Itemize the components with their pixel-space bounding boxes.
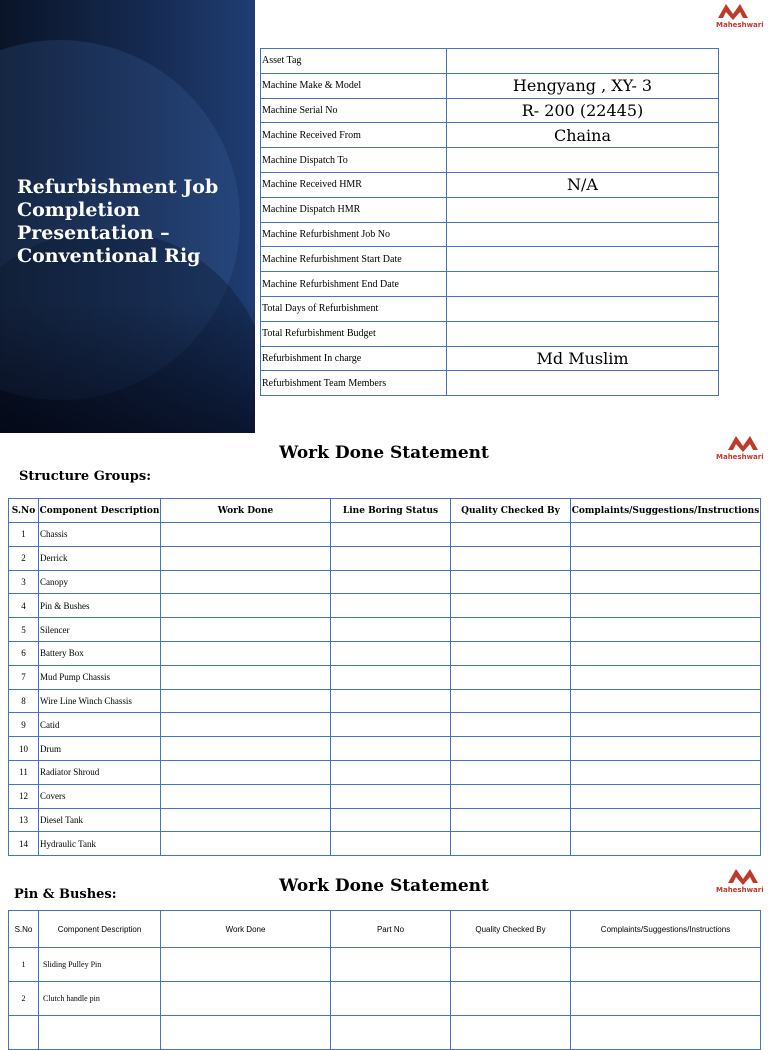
- info-value: [447, 197, 719, 222]
- company-logo-2: [716, 432, 768, 468]
- pin-bushes-table: [8, 910, 761, 1050]
- empty-cell[interactable]: [571, 808, 761, 832]
- info-label: Refurbishment In charge: [261, 346, 447, 371]
- row-number: 2: [9, 982, 39, 1016]
- table-row: [9, 594, 761, 618]
- column-header: Work Done: [161, 499, 331, 523]
- column-header: S.No: [9, 911, 39, 948]
- row-number: [9, 1016, 39, 1050]
- empty-cell[interactable]: [331, 546, 451, 570]
- empty-cell[interactable]: [161, 713, 331, 737]
- empty-cell[interactable]: [161, 737, 331, 761]
- row-number: 5: [9, 618, 39, 642]
- empty-cell[interactable]: [571, 760, 761, 784]
- info-row: [261, 296, 719, 321]
- table-row: [9, 982, 761, 1016]
- empty-cell[interactable]: [451, 618, 571, 642]
- empty-cell[interactable]: [331, 713, 451, 737]
- component-description: Drum: [39, 737, 161, 761]
- row-number: 11: [9, 760, 39, 784]
- empty-cell[interactable]: [331, 523, 451, 547]
- column-header: Quality Checked By: [451, 499, 571, 523]
- cover-title: Refurbishment Job Completion Presentation – Conventional Rig: [17, 176, 219, 267]
- row-number: 10: [9, 737, 39, 761]
- info-row: [261, 272, 719, 297]
- component-description: Diesel Tank: [39, 808, 161, 832]
- table-row: [9, 618, 761, 642]
- component-description: Sliding Pulley Pin: [39, 948, 161, 982]
- info-row: [261, 49, 719, 74]
- empty-cell[interactable]: [331, 641, 451, 665]
- info-value: [447, 49, 719, 74]
- component-description: Canopy: [39, 570, 161, 594]
- table-row: [9, 689, 761, 713]
- empty-cell[interactable]: [331, 594, 451, 618]
- column-header: Component Description: [39, 911, 161, 948]
- component-description: Clutch handle pin: [39, 982, 161, 1016]
- component-description: Hydraulic Tank: [39, 832, 161, 856]
- info-row: [261, 371, 719, 396]
- info-label: Machine Make & Model: [261, 73, 447, 98]
- logo-mark-icon: [728, 865, 758, 885]
- info-label: Machine Refurbishment End Date: [261, 272, 447, 297]
- empty-cell[interactable]: [451, 808, 571, 832]
- empty-cell[interactable]: [571, 713, 761, 737]
- table-row: [9, 784, 761, 808]
- row-number: 8: [9, 689, 39, 713]
- component-description: Radiator Shroud: [39, 760, 161, 784]
- logo-text: Maheshwari: [716, 886, 764, 894]
- column-header: Line Boring Status: [331, 499, 451, 523]
- info-value: [447, 296, 719, 321]
- empty-cell[interactable]: [331, 1016, 451, 1050]
- logo-text: Maheshwari: [716, 21, 764, 29]
- empty-cell[interactable]: [571, 594, 761, 618]
- empty-cell[interactable]: [161, 832, 331, 856]
- empty-cell[interactable]: [161, 948, 331, 982]
- empty-cell[interactable]: [331, 665, 451, 689]
- row-number: 6: [9, 641, 39, 665]
- info-value: [447, 148, 719, 173]
- row-number: 14: [9, 832, 39, 856]
- table-row: [9, 737, 761, 761]
- empty-cell[interactable]: [451, 665, 571, 689]
- machine-info-table: [260, 48, 719, 396]
- empty-cell[interactable]: [451, 832, 571, 856]
- row-number: 2: [9, 546, 39, 570]
- structure-groups-subtitle: Structure Groups:: [19, 469, 151, 484]
- empty-cell[interactable]: [451, 570, 571, 594]
- info-label: Machine Dispatch To: [261, 148, 447, 173]
- info-label: Machine Dispatch HMR: [261, 197, 447, 222]
- info-label: Machine Serial No: [261, 98, 447, 123]
- cover-banner: [0, 0, 255, 433]
- empty-cell[interactable]: [571, 618, 761, 642]
- row-number: 7: [9, 665, 39, 689]
- empty-cell[interactable]: [331, 808, 451, 832]
- empty-cell[interactable]: [571, 948, 761, 982]
- empty-cell[interactable]: [451, 784, 571, 808]
- empty-cell[interactable]: [331, 760, 451, 784]
- table-row: [9, 760, 761, 784]
- empty-cell[interactable]: [161, 641, 331, 665]
- info-row: [261, 321, 719, 346]
- empty-cell[interactable]: [161, 570, 331, 594]
- empty-cell[interactable]: [161, 689, 331, 713]
- logo-mark-icon: [718, 0, 748, 20]
- empty-cell[interactable]: [331, 982, 451, 1016]
- component-description: Catid: [39, 713, 161, 737]
- empty-cell[interactable]: [331, 618, 451, 642]
- column-header: Complaints/Suggestions/Instructions: [571, 499, 761, 523]
- company-logo: [716, 0, 768, 36]
- empty-cell[interactable]: [451, 594, 571, 618]
- row-number: 1: [9, 523, 39, 547]
- row-number: 13: [9, 808, 39, 832]
- info-row: [261, 73, 719, 98]
- column-header: Work Done: [161, 911, 331, 948]
- empty-cell[interactable]: [451, 1016, 571, 1050]
- component-description: Battery Box: [39, 641, 161, 665]
- empty-cell[interactable]: [161, 665, 331, 689]
- info-label: Machine Refurbishment Job No: [261, 222, 447, 247]
- empty-cell[interactable]: [451, 546, 571, 570]
- empty-cell[interactable]: [571, 737, 761, 761]
- empty-cell[interactable]: [451, 689, 571, 713]
- component-description: Wire Line Winch Chassis: [39, 689, 161, 713]
- info-row: [261, 123, 719, 148]
- info-row: [261, 98, 719, 123]
- info-row: [261, 148, 719, 173]
- empty-cell[interactable]: [571, 570, 761, 594]
- info-label: Asset Tag: [261, 49, 447, 74]
- empty-cell[interactable]: [571, 982, 761, 1016]
- empty-cell[interactable]: [161, 808, 331, 832]
- empty-cell[interactable]: [451, 982, 571, 1016]
- info-label: Total Refurbishment Budget: [261, 321, 447, 346]
- row-number: 9: [9, 713, 39, 737]
- logo-mark-icon: [728, 432, 758, 452]
- empty-cell[interactable]: [161, 1016, 331, 1050]
- empty-cell[interactable]: [451, 948, 571, 982]
- empty-cell[interactable]: [161, 760, 331, 784]
- column-header: Part No: [331, 911, 451, 948]
- component-description: Mud Pump Chassis: [39, 665, 161, 689]
- component-description: [39, 1016, 161, 1050]
- empty-cell[interactable]: [331, 948, 451, 982]
- info-value: [447, 272, 719, 297]
- info-value: [447, 222, 719, 247]
- info-value: Md Muslim: [447, 346, 719, 371]
- empty-cell[interactable]: [571, 689, 761, 713]
- info-label: Refurbishment Team Members: [261, 371, 447, 396]
- info-row: [261, 222, 719, 247]
- info-row: [261, 172, 719, 197]
- table-row: [9, 665, 761, 689]
- info-value: Hengyang , XY- 3: [447, 73, 719, 98]
- slide-cover: [0, 0, 768, 433]
- info-row: [261, 247, 719, 272]
- empty-cell[interactable]: [451, 737, 571, 761]
- empty-cell[interactable]: [571, 1016, 761, 1050]
- row-number: 1: [9, 948, 39, 982]
- info-value: [447, 247, 719, 272]
- empty-cell[interactable]: [161, 618, 331, 642]
- column-header: S.No: [9, 499, 39, 523]
- empty-cell[interactable]: [571, 665, 761, 689]
- empty-cell[interactable]: [571, 832, 761, 856]
- column-header: Component Description: [39, 499, 161, 523]
- logo-text: Maheshwari: [716, 453, 764, 461]
- table-row: [9, 948, 761, 982]
- column-header: Quality Checked By: [451, 911, 571, 948]
- component-description: Pin & Bushes: [39, 594, 161, 618]
- empty-cell[interactable]: [571, 546, 761, 570]
- empty-cell[interactable]: [331, 570, 451, 594]
- table-row: [9, 523, 761, 547]
- empty-cell[interactable]: [571, 641, 761, 665]
- info-row: [261, 197, 719, 222]
- row-number: 3: [9, 570, 39, 594]
- empty-cell[interactable]: [161, 982, 331, 1016]
- info-label: Total Days of Refurbishment: [261, 296, 447, 321]
- empty-cell[interactable]: [161, 784, 331, 808]
- info-value: [447, 321, 719, 346]
- table-row: [9, 546, 761, 570]
- component-description: Derrick: [39, 546, 161, 570]
- column-header: Complaints/Suggestions/Instructions: [571, 911, 761, 948]
- company-logo-3: [716, 865, 768, 901]
- empty-cell[interactable]: [331, 689, 451, 713]
- empty-cell[interactable]: [161, 546, 331, 570]
- table-row: [9, 1016, 761, 1050]
- empty-cell[interactable]: [451, 760, 571, 784]
- empty-cell[interactable]: [161, 594, 331, 618]
- info-value: [447, 371, 719, 396]
- info-value: R- 200 (22445): [447, 98, 719, 123]
- empty-cell[interactable]: [331, 832, 451, 856]
- component-description: Silencer: [39, 618, 161, 642]
- info-label: Machine Received From: [261, 123, 447, 148]
- info-label: Machine Refurbishment Start Date: [261, 247, 447, 272]
- empty-cell[interactable]: [331, 737, 451, 761]
- empty-cell[interactable]: [571, 784, 761, 808]
- info-label: Machine Received HMR: [261, 172, 447, 197]
- work-done-title: Work Done Statement: [279, 443, 489, 463]
- table-row: [9, 832, 761, 856]
- info-value: Chaina: [447, 123, 719, 148]
- table-row: [9, 808, 761, 832]
- table-row: [9, 641, 761, 665]
- structure-groups-table: [8, 498, 761, 856]
- empty-cell[interactable]: [161, 523, 331, 547]
- empty-cell[interactable]: [331, 784, 451, 808]
- row-number: 12: [9, 784, 39, 808]
- table-row: [9, 713, 761, 737]
- empty-cell[interactable]: [451, 523, 571, 547]
- row-number: 4: [9, 594, 39, 618]
- component-description: Chassis: [39, 523, 161, 547]
- component-description: Covers: [39, 784, 161, 808]
- empty-cell[interactable]: [451, 713, 571, 737]
- empty-cell[interactable]: [571, 523, 761, 547]
- info-value: N/A: [447, 172, 719, 197]
- table-row: [9, 570, 761, 594]
- empty-cell[interactable]: [451, 641, 571, 665]
- work-done-title-2: Work Done Statement: [279, 876, 489, 896]
- pin-bushes-subtitle: Pin & Bushes:: [14, 887, 117, 902]
- info-row: [261, 346, 719, 371]
